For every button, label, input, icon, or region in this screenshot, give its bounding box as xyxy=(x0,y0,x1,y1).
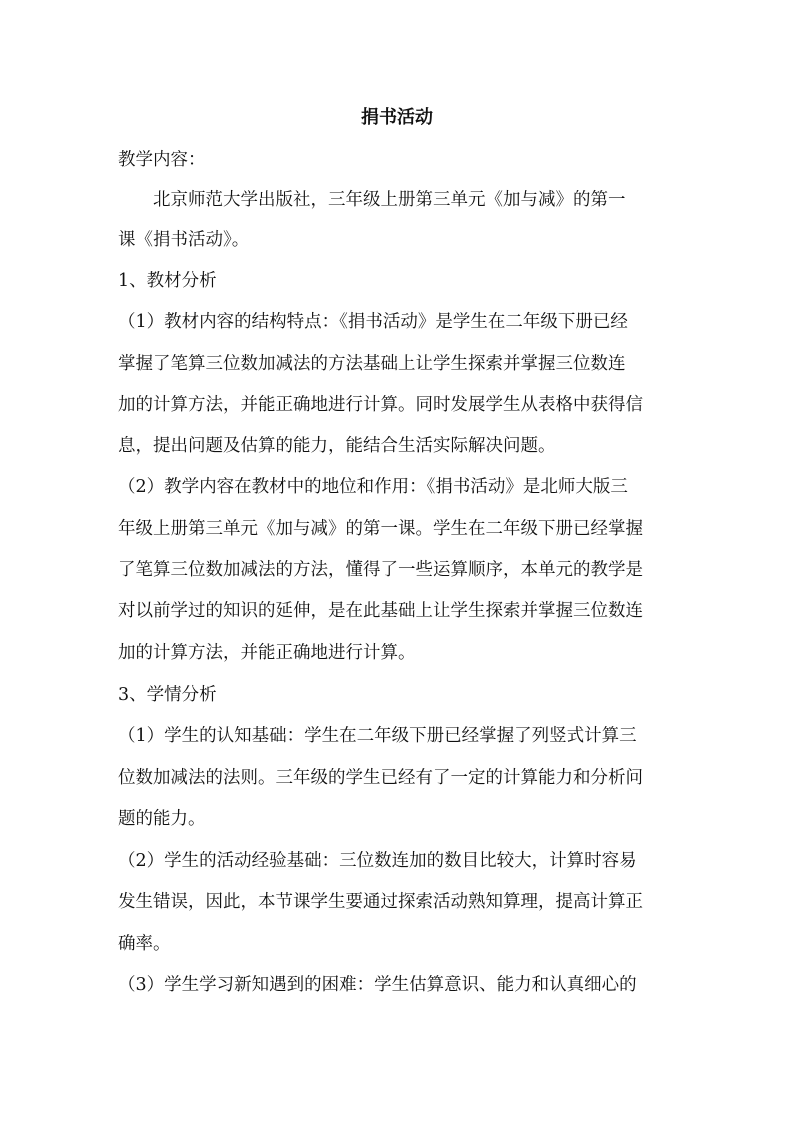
paragraph-line: 年级上册第三单元《加与减》的第一课。学生在二年级下册已经掌握 xyxy=(118,519,643,539)
paragraph-line: （1）教材内容的结构特点：《捐书活动》是学生在二年级下册已经 xyxy=(118,312,628,332)
paragraph-line: 题的能力。 xyxy=(118,809,206,829)
paragraph-line: （3）学生学习新知遇到的困难：学生估算意识、能力和认真细心的 xyxy=(118,975,637,995)
paragraph-line: 了笔算三位数加减法的方法，懂得了一些运算顺序，本单元的教学是 xyxy=(118,560,643,580)
paragraph-line: 确率。 xyxy=(118,934,171,954)
paragraph-line: 发生错误，因此，本节课学生要通过探索活动熟知算理，提高计算正 xyxy=(118,892,643,912)
section-heading-learner-analysis: 3、学情分析 xyxy=(118,685,217,705)
paragraph-line: （1）学生的认知基础：学生在二年级下册已经掌握了列竖式计算三 xyxy=(118,726,637,746)
paragraph-line: （2）教学内容在教材中的地位和作用：《捐书活动》是北师大版三 xyxy=(118,477,628,497)
section-heading-teaching-content: 教学内容： xyxy=(118,150,206,170)
paragraph-line: 对以前学过的知识的延伸，是在此基础上让学生探索并掌握三位数连 xyxy=(118,601,643,621)
paragraph-line: （2）学生的活动经验基础：三位数连加的数目比较大，计算时容易 xyxy=(118,851,637,871)
paragraph-line: 加的计算方法，并能正确地进行计算。 xyxy=(118,643,416,663)
paragraph-line: 北京师范大学出版社，三年级上册第三单元《加与减》的第一 xyxy=(118,190,626,210)
paragraph-line: 息，提出问题及估算的能力，能结合生活实际解决问题。 xyxy=(118,436,556,456)
paragraph-line: 课《捐书活动》。 xyxy=(118,230,250,250)
paragraph-line: 掌握了笔算三位数加减法的方法基础上让学生探索并掌握三位数连 xyxy=(118,354,626,374)
paragraph-line: 位数加减法的法则。三年级的学生已经有了一定的计算能力和分析问 xyxy=(118,768,643,788)
section-heading-textbook-analysis: 1、教材分析 xyxy=(118,271,217,291)
paragraph-line: 加的计算方法，并能正确地进行计算。同时发展学生从表格中获得信 xyxy=(118,395,643,415)
document-title: 捐书活动 xyxy=(361,107,433,128)
